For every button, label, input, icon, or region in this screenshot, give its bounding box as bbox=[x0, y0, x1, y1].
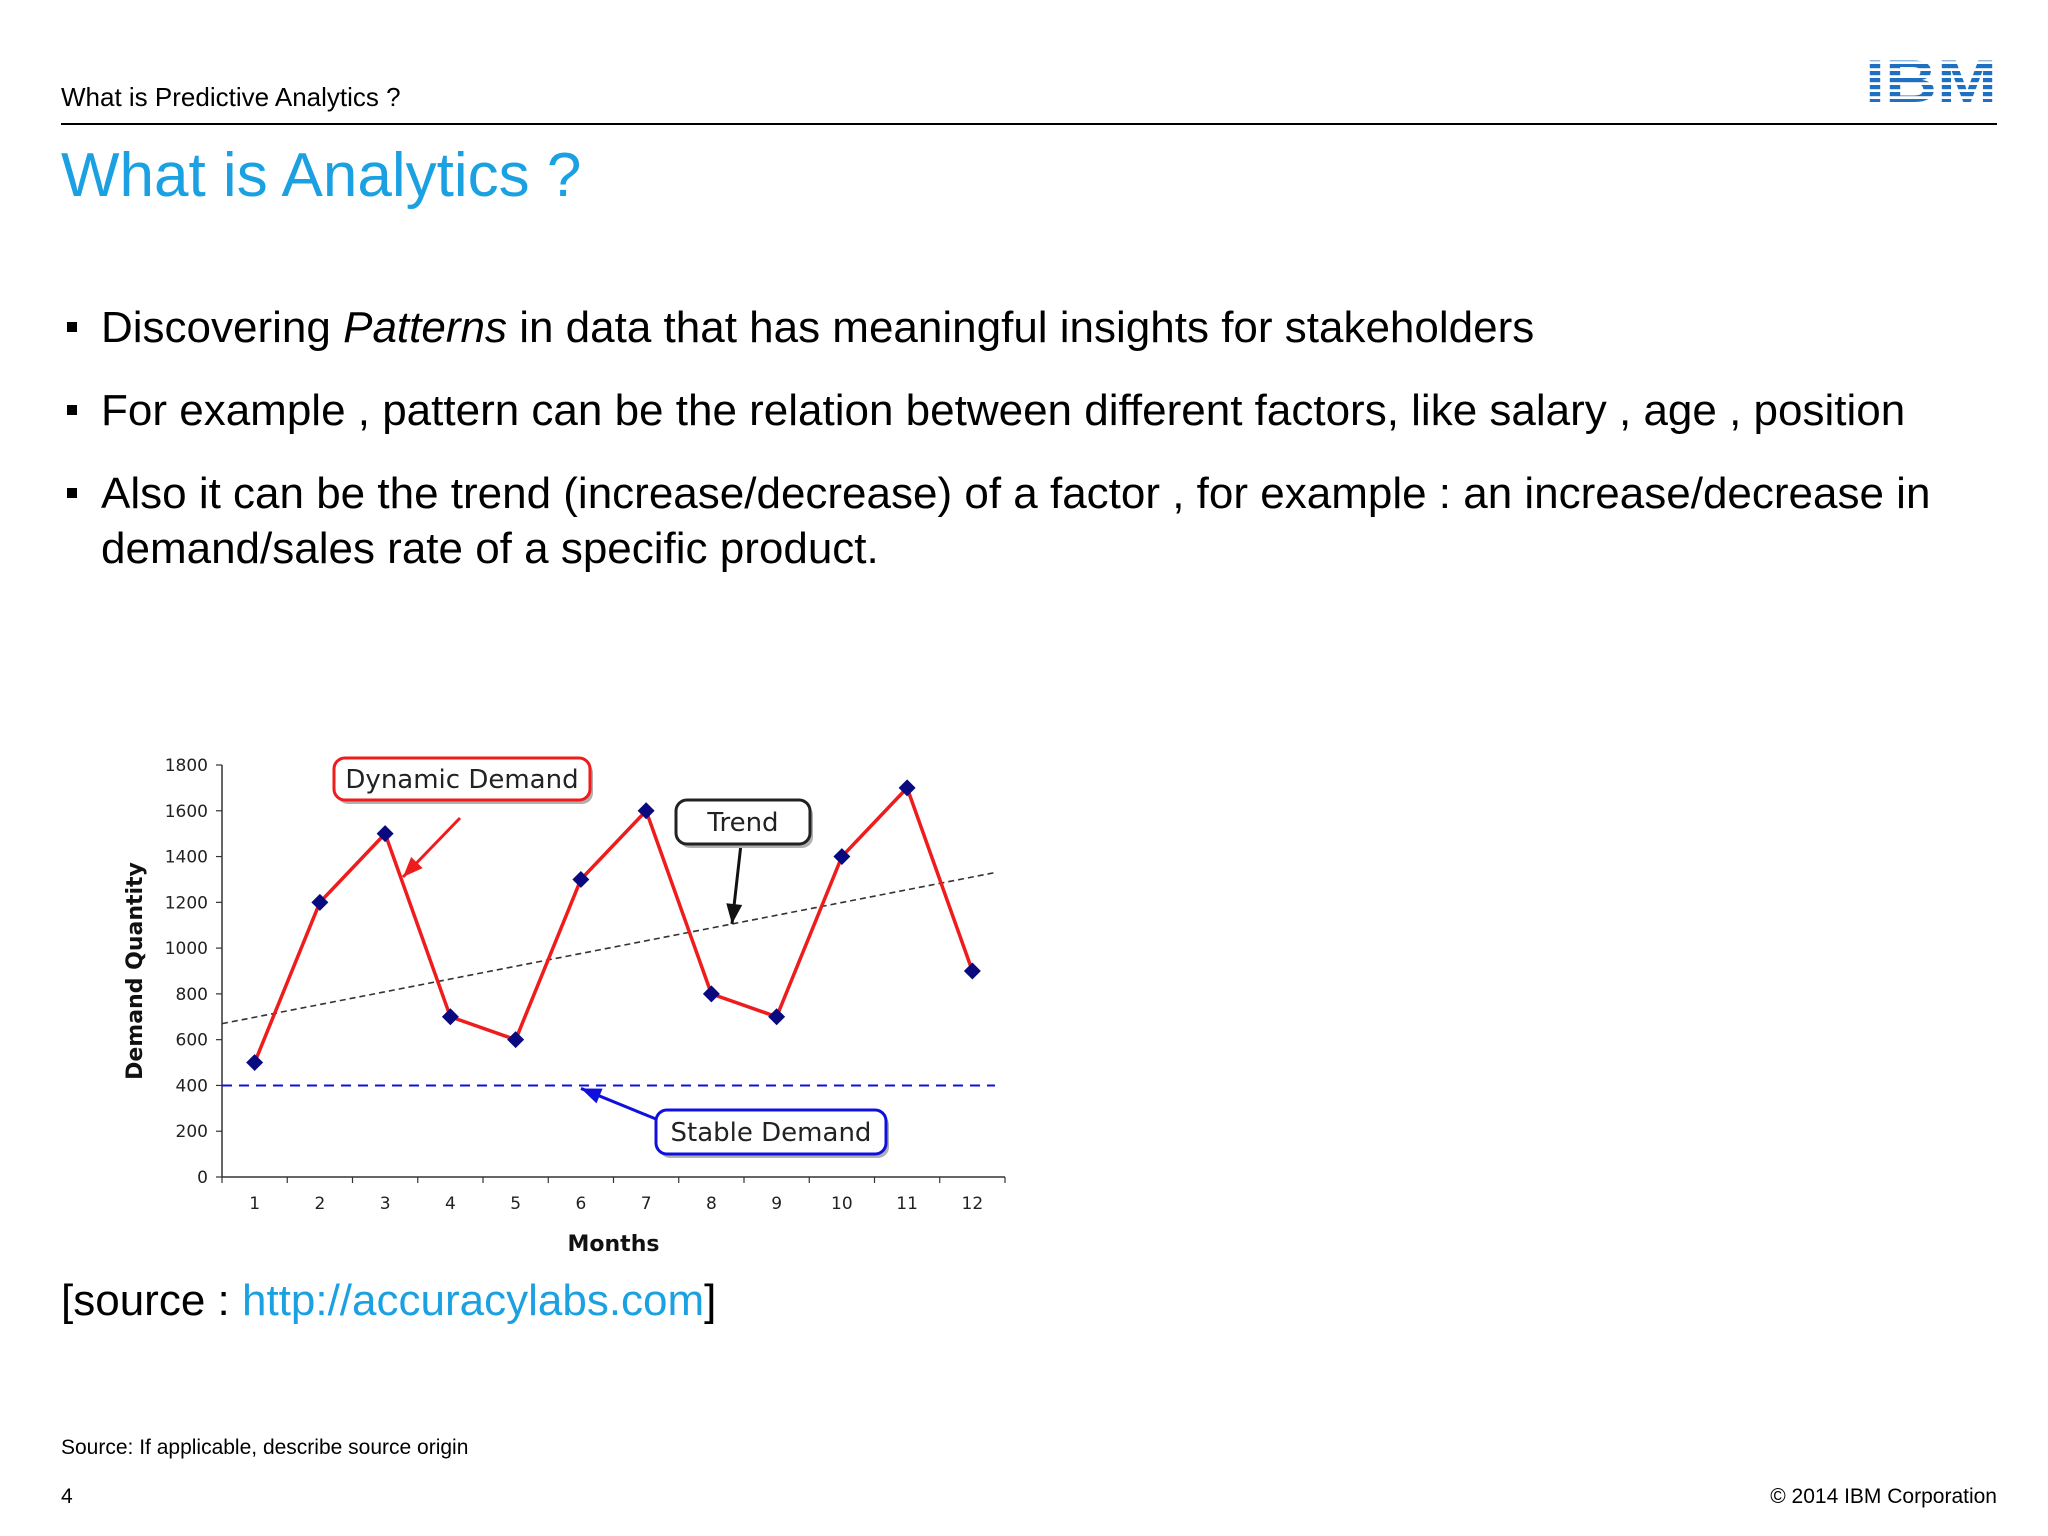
y-tick-label: 1800 bbox=[164, 756, 208, 776]
y-tick-label: 0 bbox=[197, 1168, 208, 1188]
y-axis-label: Demand Quantity bbox=[123, 862, 148, 1080]
y-tick-label: 400 bbox=[175, 1076, 208, 1097]
x-tick-label: 2 bbox=[314, 1194, 326, 1214]
x-tick-label: 5 bbox=[510, 1194, 522, 1214]
x-tick-label: 12 bbox=[961, 1194, 984, 1214]
source-line: [source : http://accuracylabs.com] bbox=[61, 1276, 717, 1325]
bullet-square-icon bbox=[67, 322, 77, 332]
copyright: © 2014 IBM Corporation bbox=[1770, 1485, 1997, 1508]
x-tick-label: 11 bbox=[896, 1194, 918, 1214]
y-tick-label: 800 bbox=[175, 984, 208, 1005]
x-tick-label: 1 bbox=[249, 1194, 261, 1214]
data-point bbox=[246, 1054, 263, 1071]
source-link[interactable]: http://accuracylabs.com bbox=[241, 1276, 705, 1325]
trend-arrow-head bbox=[726, 903, 742, 924]
header-divider bbox=[61, 123, 1997, 125]
bullet-item: For example , pattern can be the relation between different factors, like salary , age , position bbox=[61, 383, 2011, 438]
y-tick-label: 1200 bbox=[164, 893, 208, 914]
bullet-square-icon bbox=[67, 488, 77, 498]
x-tick-label: 3 bbox=[379, 1194, 391, 1214]
x-tick-label: 9 bbox=[771, 1194, 783, 1214]
y-tick-label: 1600 bbox=[164, 801, 208, 822]
data-point bbox=[964, 963, 981, 980]
data-point bbox=[507, 1031, 524, 1048]
trend-line bbox=[222, 873, 995, 1024]
y-tick-label: 1400 bbox=[164, 847, 208, 868]
bullet-square-icon bbox=[67, 405, 77, 415]
demand-series-line bbox=[255, 788, 973, 1063]
y-tick-label: 200 bbox=[175, 1122, 208, 1143]
data-point bbox=[442, 1008, 459, 1025]
y-tick-label: 600 bbox=[175, 1030, 208, 1051]
stable-demand-arrow-head bbox=[581, 1088, 603, 1103]
x-tick-label: 8 bbox=[705, 1194, 717, 1214]
dynamic-demand-callout-text: Dynamic Demand bbox=[345, 765, 579, 795]
x-axis-label: Months bbox=[567, 1232, 660, 1257]
x-tick-label: 7 bbox=[640, 1194, 652, 1214]
x-tick-label: 10 bbox=[831, 1194, 853, 1214]
bullet-item: Discovering Patterns in data that has meaningful insights for stakeholders bbox=[61, 300, 2011, 355]
x-tick-label: 4 bbox=[444, 1194, 456, 1214]
slide-title: What is Analytics ? bbox=[61, 141, 582, 210]
y-tick-label: 1000 bbox=[164, 939, 208, 960]
stable-demand-callout-text: Stable Demand bbox=[670, 1118, 872, 1148]
trend-callout-text: Trend bbox=[707, 808, 779, 838]
data-point bbox=[703, 985, 720, 1002]
demand-chart bbox=[110, 740, 1030, 1280]
bullet-list bbox=[61, 300, 2011, 604]
page-number: 4 bbox=[61, 1485, 73, 1508]
x-tick-label: 6 bbox=[575, 1194, 587, 1214]
header-title: What is Predictive Analytics ? bbox=[61, 82, 401, 112]
source-note: Source: If applicable, describe source origin bbox=[61, 1436, 469, 1459]
data-point bbox=[768, 1008, 785, 1025]
bullet-item: Also it can be the trend (increase/decrease) of a factor , for example : an increase/decrease in demand/sales rate of a specific product. bbox=[61, 466, 2011, 576]
ibm-logo bbox=[1864, 50, 1998, 106]
